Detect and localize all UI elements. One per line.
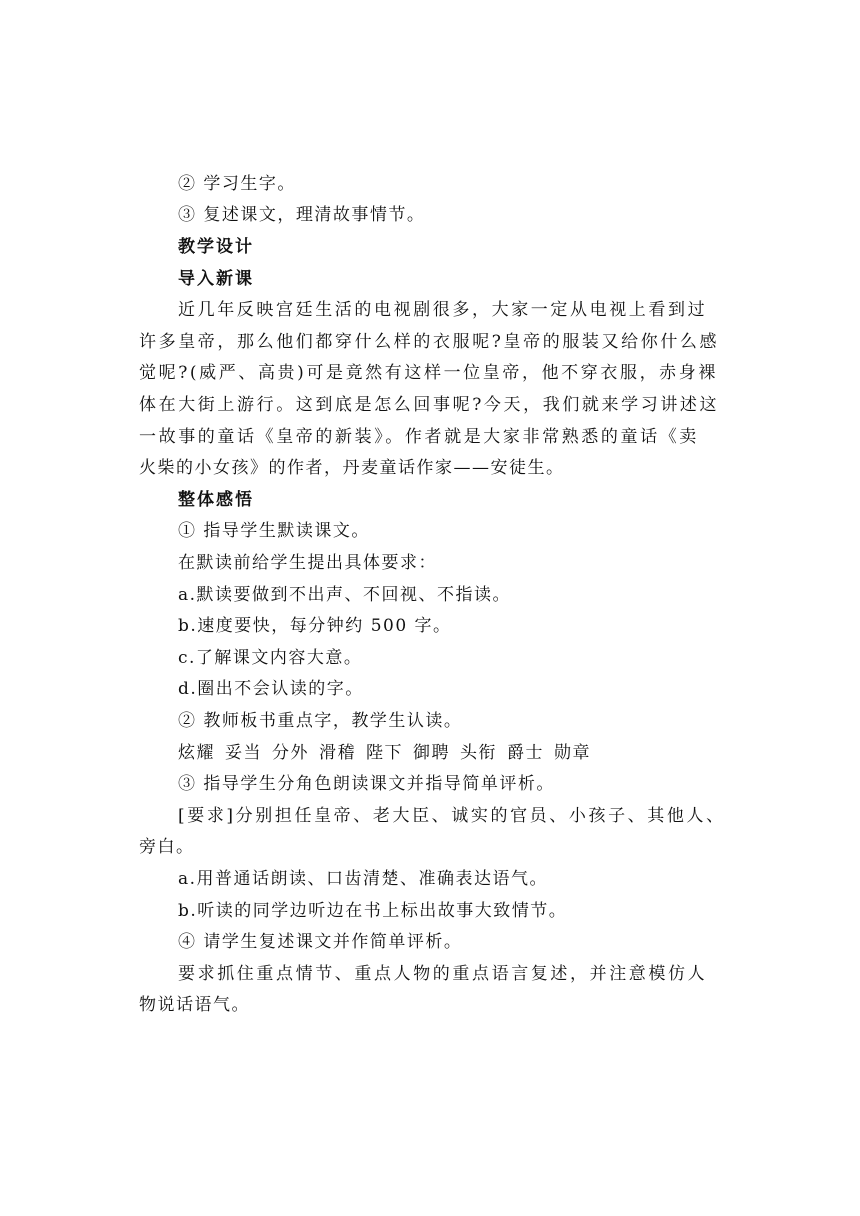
step-4: ④ 请学生复述课文并作简单评析。 xyxy=(178,932,463,952)
goal-item-3: ③ 复述课文，理清故事情节。 xyxy=(178,205,426,225)
intro-paragraph-line: 火柴的小女孩》的作者，丹麦童话作家——安徒生。 xyxy=(139,458,565,478)
retell-requirement-line: 物说话语气。 xyxy=(139,995,250,1015)
step-1-requirements: 在默读前给学生提出具体要求： xyxy=(178,553,437,573)
key-word: 分外 xyxy=(272,743,309,763)
heading-teaching-design: 教学设计 xyxy=(178,237,254,257)
requirement-b: b.速度要快，每分钟约 500 字。 xyxy=(178,616,452,636)
intro-paragraph-line: 一故事的童话《皇帝的新装》。作者就是大家非常熟悉的童话《卖 xyxy=(139,427,699,447)
key-word: 御聘 xyxy=(413,743,450,763)
key-word: 炫耀 xyxy=(178,743,215,763)
heading-overall-perception: 整体感悟 xyxy=(178,490,254,510)
requirement-a: a.默读要做到不出声、不回视、不指读。 xyxy=(178,585,512,605)
step-1: ① 指导学生默读课文。 xyxy=(178,521,370,541)
key-word: 妥当 xyxy=(225,743,262,763)
intro-paragraph-line: 近几年反映宫廷生活的电视剧很多，大家一定从电视上看到过 xyxy=(178,300,708,320)
roles-requirement-line: [要求]分别担任皇帝、老大臣、诚实的官员、小孩子、其他人、 xyxy=(178,806,726,826)
key-word: 滑稽 xyxy=(319,743,356,763)
key-word: 陛下 xyxy=(366,743,403,763)
key-words-list xyxy=(178,742,601,764)
step-2: ② 教师板书重点字，教学生认读。 xyxy=(178,711,463,731)
reading-requirement-a: a.用普通话朗读、口齿清楚、准确表达语气。 xyxy=(178,869,549,889)
roles-requirement-line: 旁白。 xyxy=(139,837,195,857)
key-word: 头衔 xyxy=(460,743,497,763)
requirement-c: c.了解课文内容大意。 xyxy=(178,648,363,668)
retell-requirement-line: 要求抓住重点情节、重点人物的重点语言复述，并注意模仿人 xyxy=(178,964,708,984)
intro-paragraph-line: 体在大街上游行。这到底是怎么回事呢?今天，我们就来学习讲述这 xyxy=(139,395,720,415)
heading-introduction: 导入新课 xyxy=(178,269,254,289)
key-word: 爵士 xyxy=(507,743,544,763)
step-3: ③ 指导学生分角色朗读课文并指导简单评析。 xyxy=(178,774,555,794)
intro-paragraph-line: 觉呢?(威严、高贵)可是竟然有这样一位皇帝，他不穿衣服，赤身裸 xyxy=(139,363,718,383)
goal-item-2: ② 学习生字。 xyxy=(178,174,296,194)
reading-requirement-b: b.听读的同学边听边在书上标出故事大致情节。 xyxy=(178,901,568,921)
requirement-d: d.圈出不会认读的字。 xyxy=(178,679,364,699)
key-word: 勋章 xyxy=(554,743,591,763)
intro-paragraph-line: 许多皇帝，那么他们都穿什么样的衣服呢?皇帝的服装又给你什么感 xyxy=(139,332,720,352)
